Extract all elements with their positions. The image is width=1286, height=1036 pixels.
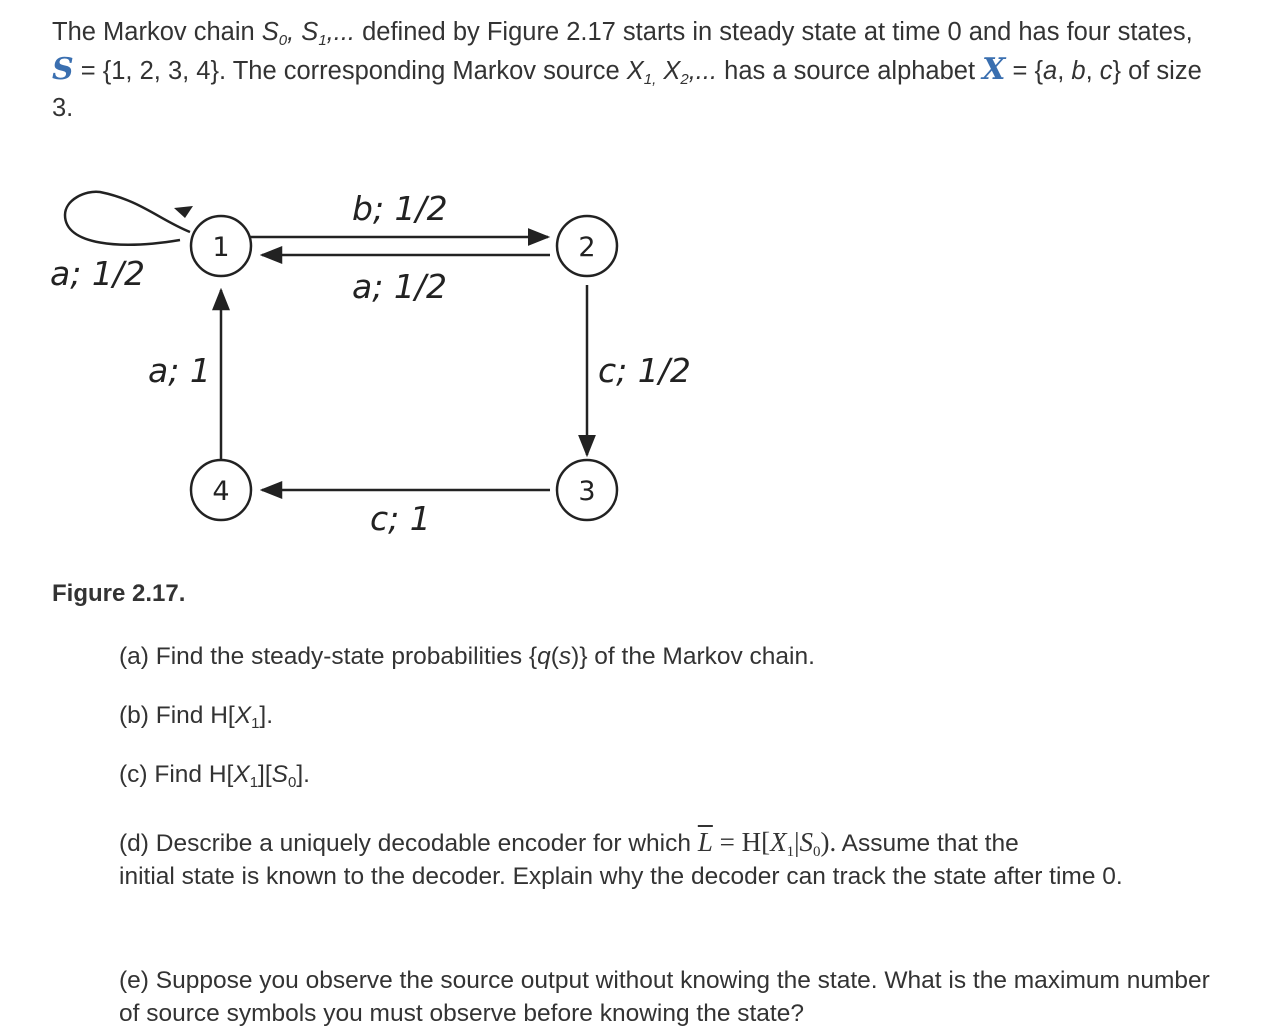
label-self-loop: a; 1/2: [50, 254, 145, 293]
markov-chain-diagram: [40, 160, 740, 560]
question-a: (a) Find the steady-state probabilities {q(s)} of the Markov chain.: [119, 643, 815, 670]
question-d-text-2: Assume that the: [836, 830, 1019, 857]
svg-text:1: 1: [212, 232, 230, 263]
state-node-1: [191, 216, 251, 276]
state-set-symbol: S: [52, 52, 74, 87]
state-node-4: [191, 460, 251, 520]
state-node-3: [557, 460, 617, 520]
svg-text:3: 3: [578, 476, 596, 507]
question-d: [119, 826, 1229, 893]
problem-intro: [52, 14, 1282, 127]
label-2-to-1: a; 1/2: [352, 267, 447, 306]
self-loop-arrow: [65, 192, 190, 245]
intro-line-1: [52, 14, 1282, 51]
svg-text:4: 4: [212, 476, 230, 507]
source-sequence: $X_{1,}$ $X_2$,...: [626, 57, 718, 88]
intro-line-3: 3.: [52, 94, 74, 122]
question-c: (c) Find $H[X_1][S_0]$.: [119, 761, 310, 791]
question-d-text: (d) Describe a uniquely decodable encoder for which: [119, 830, 698, 857]
alphabet-set: = {a, b, c} of size: [1005, 57, 1202, 85]
question-b: (b) Find $H[X_1]$.: [119, 702, 274, 732]
state-set-text: = {1, 2, 3, 4}. The corresponding Markov source: [73, 57, 627, 85]
label-3-to-4: c; 1: [370, 499, 431, 538]
intro-line-2: [52, 51, 1282, 90]
self-loop-arrowhead: [174, 206, 193, 218]
state-sequence: $S_0$, $S_1$,...: [261, 18, 355, 49]
question-d-continued: initial state is known to the decoder. Explain why the decoder can track the state after time 0.: [119, 863, 1123, 890]
label-2-to-3: c; 1/2: [598, 351, 691, 390]
label-4-to-1: a; 1: [148, 351, 211, 390]
alphabet-text: has a source alphabet: [717, 57, 983, 85]
label-1-to-2: b; 1/2: [352, 189, 448, 228]
figure-title: Figure 2.17.: [52, 580, 186, 607]
alphabet-symbol: X: [982, 52, 1006, 87]
entropy-formula: $\overline{L} = H[X_1|S_0)$.: [697, 827, 837, 860]
intro-text: The Markov chain: [52, 18, 262, 46]
intro-text: defined by Figure 2.17 starts in steady state at time 0 and has four states,: [355, 18, 1193, 46]
svg-text:2: 2: [578, 232, 596, 263]
state-node-2: [557, 216, 617, 276]
question-e: (e) Suppose you observe the source output without knowing the state. What is the maximum number of source symbols you must observe before knowing the state?: [119, 967, 1210, 1027]
